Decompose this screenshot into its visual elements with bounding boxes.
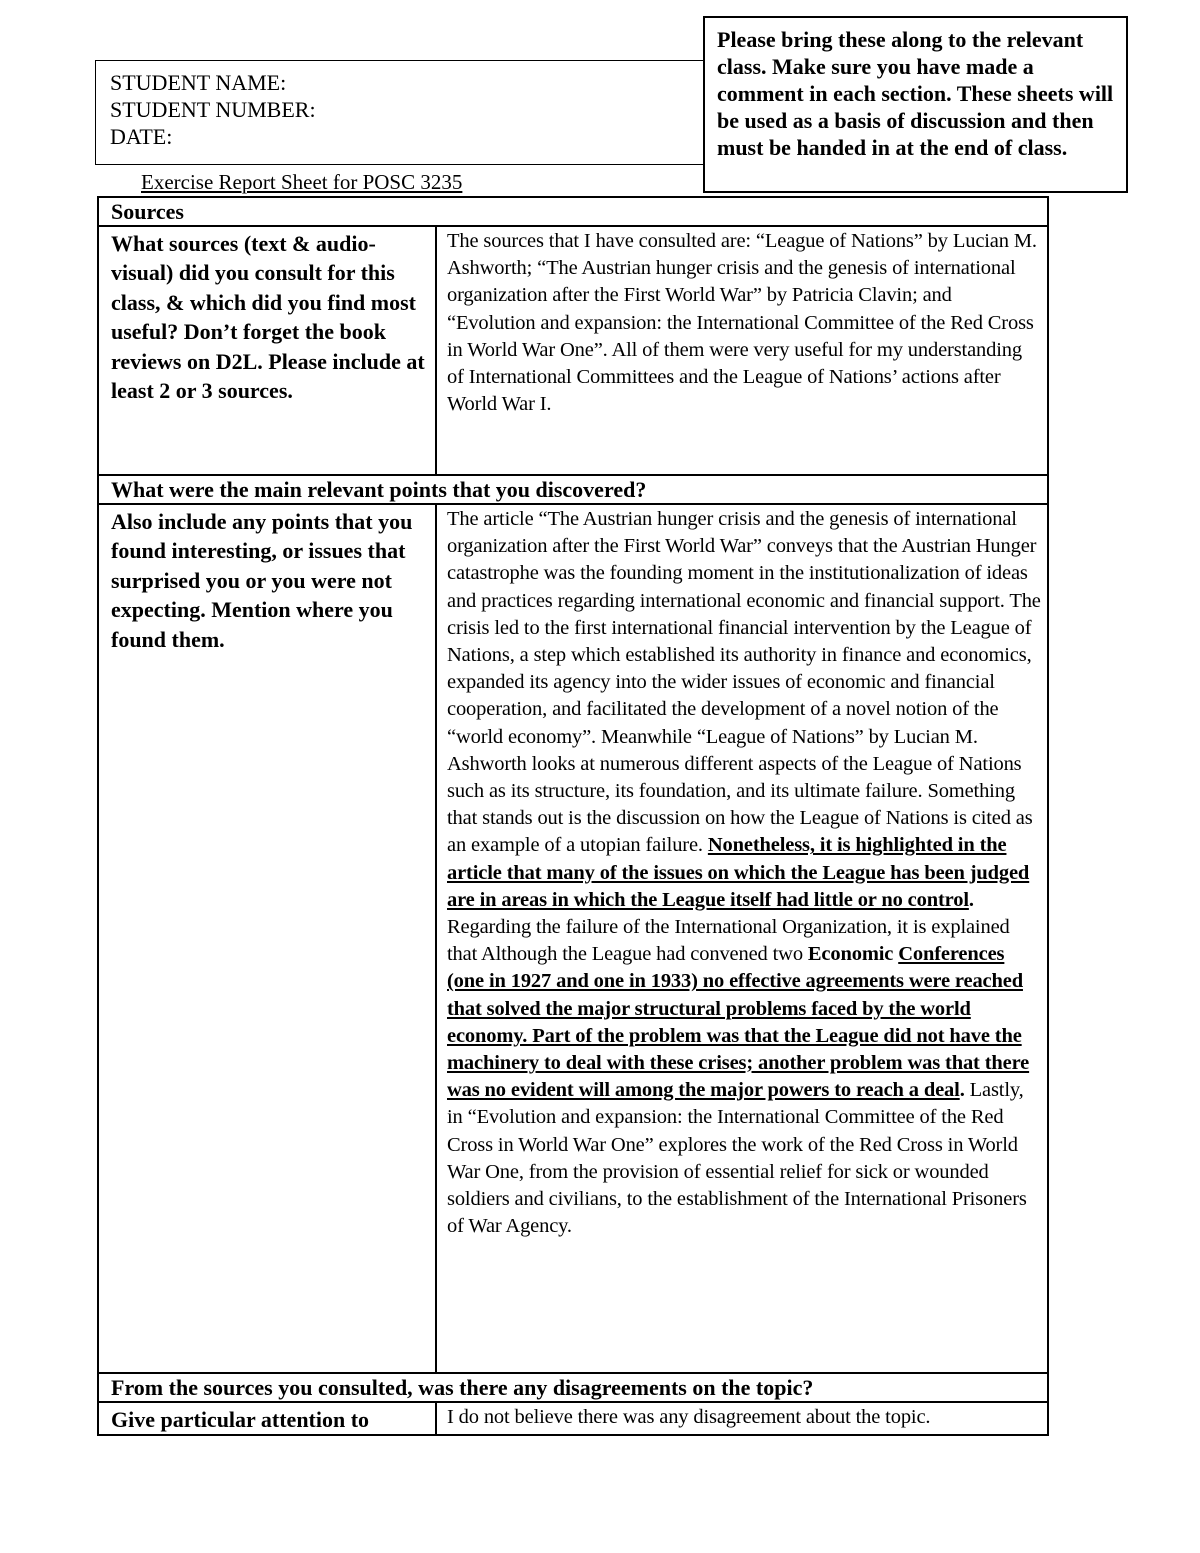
report-table bbox=[97, 196, 1049, 1436]
sources-prompt: What sources (text & audio-visual) did you consult for this class, & which did you find most useful? Don’t forget the book reviews on D2L. Please include at least 2 or 3 sources. bbox=[98, 226, 436, 475]
points-prompt: Also include any points that you found interesting, or issues that surprised you or you were not expecting. Mention where you found them. bbox=[98, 504, 436, 1373]
points-answer-text-2: Regarding the failure of the International Organization, it is explained that Although the League had convened two bbox=[447, 916, 1010, 966]
points-answer[interactable] bbox=[436, 504, 1048, 1373]
disagreements-heading-row bbox=[98, 1373, 1048, 1402]
sources-row bbox=[98, 226, 1048, 475]
disagreements-answer[interactable]: I do not believe there was any disagreement about the topic. bbox=[436, 1402, 1048, 1435]
student-info-box bbox=[95, 60, 707, 165]
notice-text: Please bring these along to the relevant class. Make sure you have made a comment in each section. These sheets will be used as a basis of discussion and then must be handed in at the end of class. bbox=[717, 27, 1114, 160]
points-answer-text: The article “The Austrian hunger crisis and the genesis of international organization after the First World War” conveys that the Austrian Hunger catastrophe was the founding moment in the institutionalization of ideas and practices regarding international economic and financial support. The crisis led to the first international financial intervention by the League of Nations, a step which established its authority in finance and economics, expanded its agency into the wider issues of economic and financial cooperation, and facilitated the development of a novel notion of the “world economy”. Meanwhile “League of Nations” by Lucian M. Ashworth looks at numerous different aspects of the League of Nations such as its structure, its foundation, and its ultimate failure. Something that stands out is the discussion on how the League of Nations is cited as an example of a utopian failure. bbox=[447, 508, 1041, 857]
points-row bbox=[98, 504, 1048, 1373]
points-heading-row bbox=[98, 475, 1048, 504]
disagreements-row bbox=[98, 1402, 1048, 1435]
notice-box bbox=[703, 16, 1128, 193]
disagreements-prompt: Give particular attention to bbox=[98, 1402, 436, 1435]
student-number-label: STUDENT NUMBER: bbox=[110, 97, 316, 122]
points-answer-highlight-1: Nonetheless, it is highlighted in the article that many of the issues on which the League has been judged are in areas in which the League itself had little or no control bbox=[447, 834, 1030, 911]
points-answer-text-3: Lastly, in “Evolution and expansion: the International Committee of the Red Cross in World War One” explores the work of the Red Cross in World War One, from the provision of essential relief for sick or wounded soldiers and civilians, to the establishment of the International Prisoners of War Agency. bbox=[447, 1079, 1027, 1238]
points-answer-period-2: . bbox=[959, 1079, 965, 1102]
disagreements-heading: From the sources you consulted, was there any disagreements on the topic? bbox=[98, 1373, 1048, 1402]
points-answer-bold-1: Economic bbox=[807, 943, 899, 966]
points-heading: What were the main relevant points that you discovered? bbox=[98, 475, 1048, 504]
date-label: DATE: bbox=[110, 124, 173, 149]
sources-heading: Sources bbox=[98, 197, 1048, 226]
sources-answer[interactable]: The sources that I have consulted are: “League of Nations” by Lucian M. Ashworth; “The Austrian hunger crisis and the genesis of international organization after the First World War” by Patricia Clavin; and “Evolution and expansion: the International Committee of the Red Cross in World War One”. All of them were very useful for my understanding of International Committees and the League of Nations’ actions after World War I. bbox=[436, 226, 1048, 475]
student-name-label: STUDENT NAME: bbox=[110, 70, 287, 95]
sources-heading-row bbox=[98, 197, 1048, 226]
points-answer-period-1: . bbox=[968, 888, 974, 911]
points-answer-highlight-2: Conferences (one in 1927 and one in 1933) no effective agreements were reached that solved the major structural problems faced by the world economy. Part of the problem was that the League did not have the machinery to deal with these crises; another problem was that there was no evident will among the major powers to reach a deal bbox=[447, 943, 1030, 1102]
sheet-title: Exercise Report Sheet for POSC 3235 bbox=[141, 170, 463, 194]
